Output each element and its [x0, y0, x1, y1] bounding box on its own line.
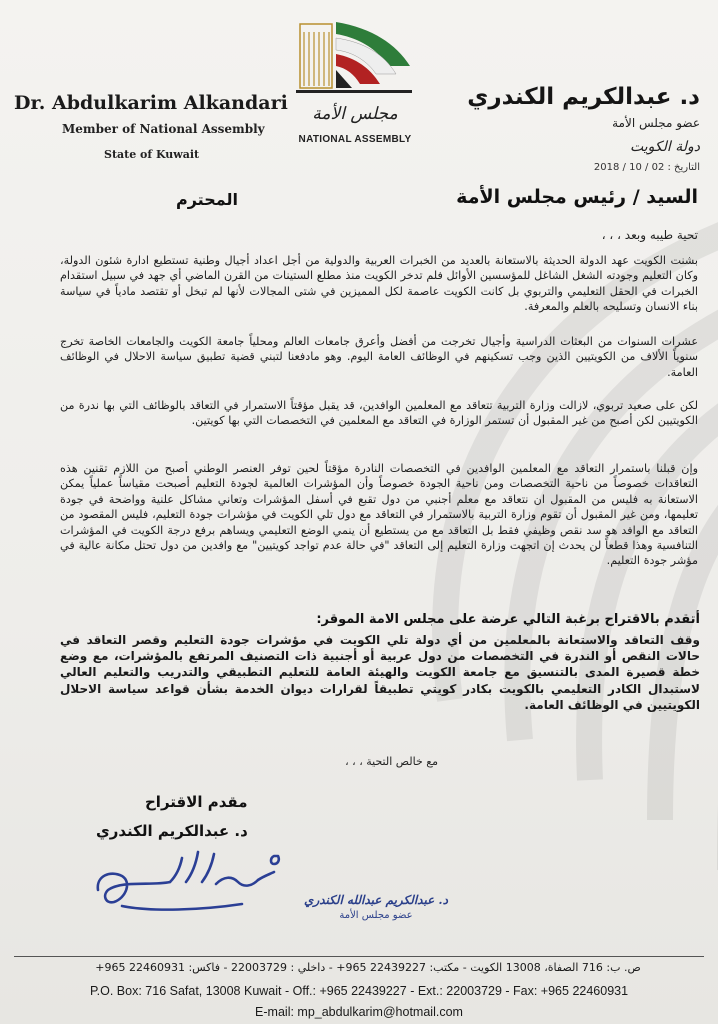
arabic-state: دولة الكويت — [630, 139, 700, 155]
closing-line: مع خالص التحية ، ، ، — [345, 755, 438, 768]
footer-divider — [14, 956, 704, 957]
body-paragraph: عشرات السنوات من البعثات الدراسية وأجيال تخرجت من أفضل وأعرق جامعات العالم ومحلياً جامعة الكويت والجامعات الخاصة تخرج سنوياً الألاف من الكويتيين الذين وجب تسكينهم في الوظائف العامة اليوم. وهو مادفعنا لتبني قضية تطبيق سياسة الاحلال في الوظائف العامة. — [60, 335, 698, 379]
body-paragraph: وإن قبلنا باستمرار التعاقد مع المعلمين الوافدين في التخصصات النادرة مؤقتاً لحين توفر العنصر الوطني أصبح من اللازم تقنين هذه التعاقدات خصوصاً من ناحية التخصصات ومن ناحية الجودة خصوصاً وأن المؤشرات العالمية لجودة التعليم أصبحت مقياساً عملياً يمكن الاستعانة به فليس من المقبول ان نتعاقد مع معلم أجنبي من دول تقبع في أسفل المؤشرات وتعاني مشاكل علنية وواضحة في جودة تعليمها، ومن غير المقبول أن تقوم وزارة التربية بالاستمرار في التعاقد مع دول تلي الكويت في مؤشرات جودة التعليم، فليس المقصود من التعاقد مع الوافد هو سد نقص وظيفي فقط بل التعاقد مع من يستطيع أن ينمي الوضع التعليمي ويساهم برفع درجة الكويت في المؤشرات التنافسية وهذا قطعاً لن يحدث إن اتجهت وزارة التعليم إلى التعاقد "في حالة عدم تواجد كويتيين" مع وافدين من دول تحتل مكانة عالية في مؤشر جودة التعليم. — [60, 462, 698, 568]
body-paragraph: بشنت الكويت عهد الدولة الحديثة بالاستعانة بالعديد من الخبرات العربية والدولية من أجل اعداد أجيال وطنية تستطيع ادارة شئون الدولة، وكان التعليم وجودته الشغل الشاغل للمؤسسين الأوائل فلم تدخر الكويت منذ مطلع الستينات من القرن الماضي أي جهد في سبيل استقدام الخبرات في الحقل التعليمي والتربوي بل كانت الكويت عاصمة لكل المميزين في شتى المجالات لأنها لم تبخل أو تقتصد مادياً في سياسة بناء الانسان وتسليحه بالعلم والمعرفة. — [60, 254, 698, 314]
signatory-name: د. عبدالكريم الكندري — [96, 822, 248, 840]
addressee: السيد / رئيس مجلس الأمة — [456, 186, 698, 208]
signatory-title: مقدم الاقتراح — [145, 793, 248, 811]
handwritten-signature — [92, 846, 292, 916]
proposal-body: وقف التعاقد والاستعانة بالمعلمين من أي دولة تلي الكويت في مؤشرات جودة التعليم وقصر التعاقد في حالات النقص أو الندرة في التخصصات من دول عربية أو أجنبية ذات التصنيف المرتفع بالمؤشرات، مع وضع خطة قصيرة المدى بالتنسيق مع جامعة الكويت والهيئة العامة للتعليم التطبيقي والتدريب والتعليم العالي لاستبدال الكادر التعليمي بالكويت بكادر كويتي تطبيقاً لقرارات ديوان الخدمة بشأن قواعد سياسة الاحلال الكويتيين في الوظائف العامة. — [60, 633, 700, 712]
stamp-name: د. عبدالكريم عبدالله الكندري — [304, 893, 448, 907]
logo-arabic-text: مجلس الأمة — [312, 104, 398, 124]
english-name: Dr. Abdulkarim Alkandari — [14, 92, 288, 114]
stamp-title: عضو مجلس الأمة — [339, 910, 413, 921]
logo-english-text: NATIONAL ASSEMBLY — [298, 134, 412, 145]
footer-english-contact: P.O. Box: 716 Safat, 13008 Kuwait - Off.: +965 22439227 - Ext.: 22003729 - Fax: +965 22460931 — [89, 984, 629, 998]
body-paragraph: لكن على صعيد تربوي، لازالت وزارة التربية تتعاقد مع المعلمين الوافدين، قد يقبل مؤقتاً الاستمرار في التعاقد بالوظائف التي بها ندرة من الكويتيين لكن أصبح من غير المقبول أن تستمر الوزارة في التعاقد مع المعلمين في التخصصات التي بها كويتين. — [60, 399, 698, 428]
english-state: State of Kuwait — [104, 148, 200, 161]
honorific: المحترم — [176, 190, 238, 209]
greeting: تحية طيبه وبعد ، ، ، — [601, 228, 698, 242]
arabic-title: عضو مجلس الأمة — [612, 116, 700, 130]
footer-email: E-mail: mp_abdulkarim@hotmail.com — [255, 1005, 463, 1019]
letter-date: التاريخ : 02 / 10 / 2018 — [593, 162, 700, 173]
arabic-name: د. عبدالكريم الكندري — [467, 84, 700, 110]
english-title: Member of National Assembly — [62, 122, 265, 136]
footer-arabic-contact: ص. ب: 716 الصفاة، 13008 الكويت - مكتب: 22439227 965+ - داخلي : 22003729 - فاكس: 22460931 965+ — [95, 961, 641, 974]
national-assembly-logo-icon — [292, 18, 416, 104]
proposal-heading: أتقدم بالاقتراح برغبة التالي عرضة على مجلس الامة الموقر: — [316, 612, 700, 627]
